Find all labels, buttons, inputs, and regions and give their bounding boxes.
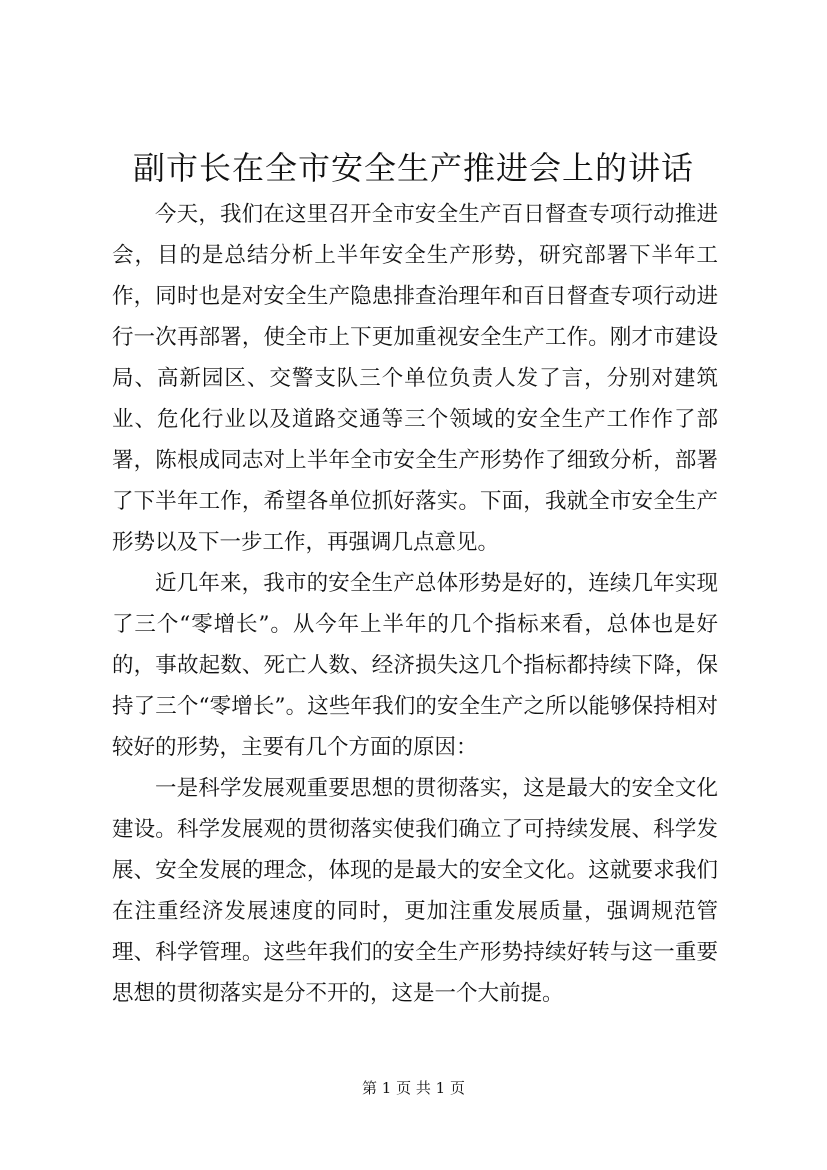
paragraph-1: 今天，我们在这里召开全市安全生产百日督查专项行动推进会，目的是总结分析上半年安全生产形势，研究部署下半年工作，同时也是对安全生产隐患排查治理年和百日督查专项行动进行一次再部署，使全市上下更加重视安全生产工作。刚才市建设局、高新园区、交警支队三个单位负责人发了言，分别对建筑业、危化行业以及道路交通等三个领域的安全生产工作作了部署，陈根成同志对上半年全市安全生产形势作了细致分析，部署了下半年工作，希望各单位抓好落实。下面，我就全市安全生产形势以及下一步工作，再强调几点意见。: [112, 202, 718, 555]
page-title: 副市长在全市安全生产推进会上的讲话: [132, 149, 694, 187]
paragraph-2: 近几年来，我市的安全生产总体形势是好的，连续几年实现了三个“零增长”。从今年上半年的几个指标来看，总体也是好的，事故起数、死亡人数、经济损失这几个指标都持续下降，保持了三个“零增长”。这些年我们的安全生产之所以能够保持相对较好的形势，主要有几个方面的原因：: [112, 571, 718, 760]
page-footer: 第 1 页 共 1 页: [362, 1079, 465, 1097]
paragraph-3: 一是科学发展观重要思想的贯彻落实，这是最大的安全文化建设。科学发展观的贯彻落实使我们确立了可持续发展、科学发展、安全发展的理念，体现的是最大的安全文化。这就要求我们在注重经济发展速度的同时，更加注重发展质量，强调规范管理、科学管理。这些年我们的安全生产形势持续好转与这一重要思想的贯彻落实是分不开的，这是一个大前提。: [112, 776, 718, 1006]
document-body: [112, 194, 718, 1014]
